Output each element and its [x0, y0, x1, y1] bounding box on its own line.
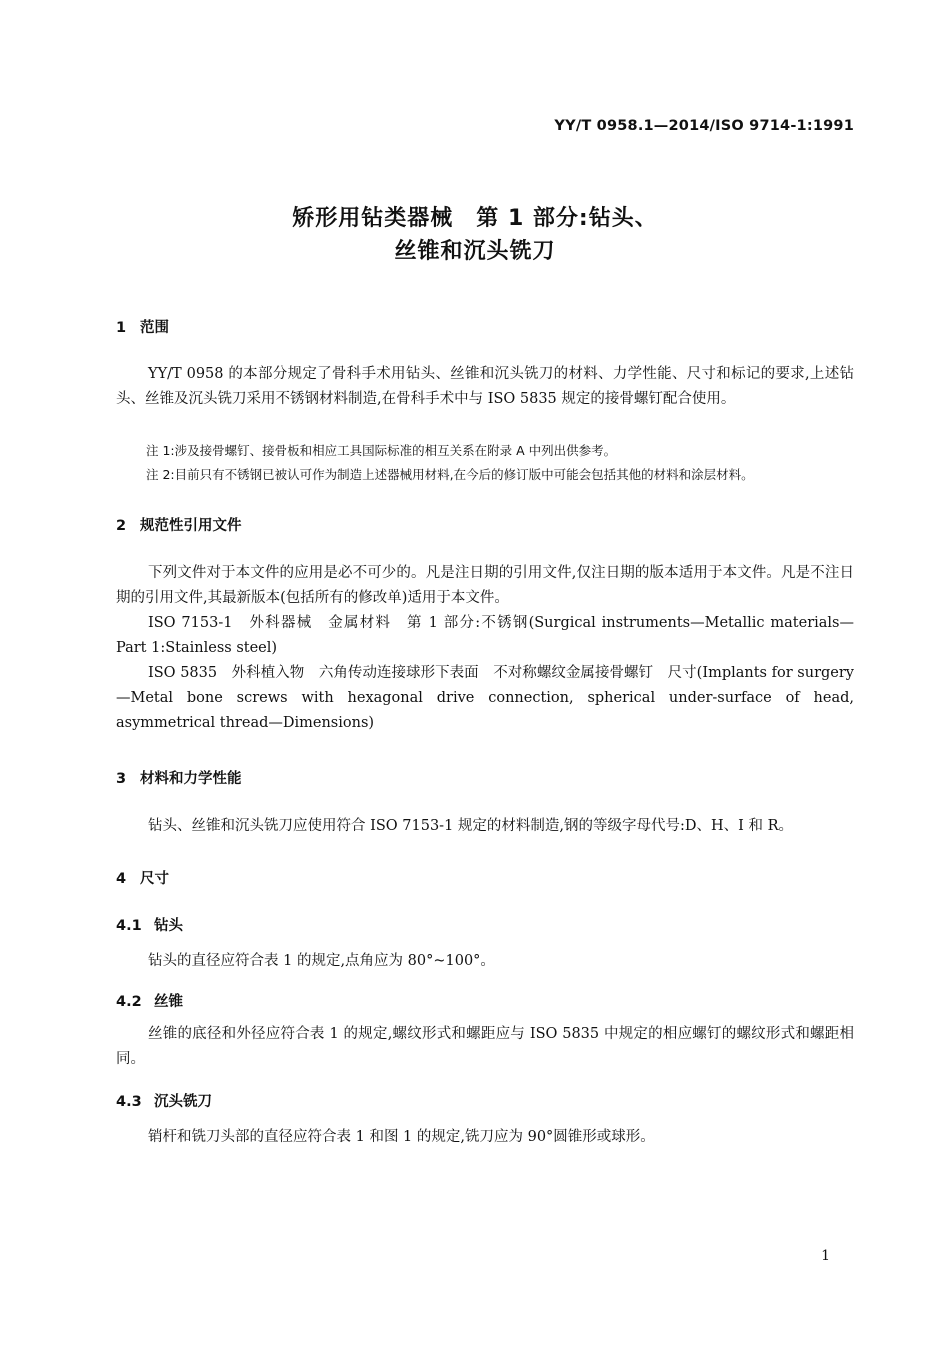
section-4-heading	[116, 867, 169, 888]
section-title: 沉头铣刀	[154, 1094, 212, 1110]
section-number: 4	[116, 871, 127, 887]
section-2-heading	[116, 514, 242, 535]
section-title: 范围	[140, 320, 169, 336]
section-1-heading	[116, 316, 169, 337]
document-title-line2: 丝锥和沉头铣刀	[394, 239, 556, 264]
section-2-paragraph: 下列文件对于本文件的应用是必不可少的。凡是注日期的引用文件,仅注日期的版本适用于本文件。凡是不注日期的引用文件,其最新版本(包括所有的修改单)适用于本文件。	[116, 565, 854, 606]
section-4-1-paragraph: 钻头的直径应符合表 1 的规定,点角应为 80°~100°。	[148, 953, 495, 969]
section-4-3-paragraph: 销杆和铣刀头部的直径应符合表 1 和图 1 的规定,铣刀应为 90°圆锥形或球形。	[148, 1129, 655, 1145]
standard-code: YY/T 0958.1—2014/ISO 9714-1:1991	[554, 118, 854, 134]
section-number: 4.1	[116, 918, 142, 934]
section-number: 3	[116, 771, 127, 787]
reference-iso-7153-1: ISO 7153-1 外科器械 金属材料 第 1 部分:不锈钢(Surgical instruments—Metallic materials—Part 1:Stainless steel)	[116, 615, 854, 656]
page-number: 1	[821, 1248, 830, 1264]
section-title: 规范性引用文件	[140, 518, 242, 534]
section-4-2-heading	[116, 990, 183, 1011]
section-title: 尺寸	[140, 871, 169, 887]
section-number: 1	[116, 320, 127, 336]
section-4-2-paragraph: 丝锥的底径和外径应符合表 1 的规定,螺纹形式和螺距应与 ISO 5835 中规定的相应螺钉的螺纹形式和螺距相同。	[116, 1026, 854, 1067]
section-number: 4.3	[116, 1094, 142, 1110]
section-3-paragraph: 钻头、丝锥和沉头铣刀应使用符合 ISO 7153-1 规定的材料制造,钢的等级字母代号:D、H、I 和 R。	[148, 818, 794, 834]
reference-iso-5835: ISO 5835 外科植入物 六角传动连接球形下表面 不对称螺纹金属接骨螺钉 尺寸(Implants for surgery—Metal bone screws with hexagonal drive connection, spherical under-surface of head, asymmetrical thread—Dimensions)	[116, 665, 854, 731]
section-title: 钻头	[154, 918, 183, 934]
document-title-line1: 矫形用钻类器械 第 1 部分:钻头、	[292, 206, 658, 231]
section-number: 2	[116, 518, 127, 534]
section-4-1-heading	[116, 914, 183, 935]
note-2: 注 2:目前只有不锈钢已被认可作为制造上述器械用材料,在今后的修订版中可能会包括其他的材料和涂层材料。	[146, 467, 754, 482]
section-3-heading	[116, 767, 242, 788]
note-1: 注 1:涉及接骨螺钉、接骨板和相应工具国际标准的相互关系在附录 A 中列出供参考。	[146, 443, 617, 458]
section-title: 材料和力学性能	[140, 771, 242, 787]
section-4-3-heading	[116, 1090, 212, 1111]
section-1-paragraph: YY/T 0958 的本部分规定了骨科手术用钻头、丝锥和沉头铣刀的材料、力学性能、尺寸和标记的要求,上述钻头、丝锥及沉头铣刀采用不锈钢材料制造,在骨科手术中与 ISO 5835 规定的接骨螺钉配合使用。	[116, 366, 854, 407]
section-number: 4.2	[116, 994, 142, 1010]
section-title: 丝锥	[154, 994, 183, 1010]
